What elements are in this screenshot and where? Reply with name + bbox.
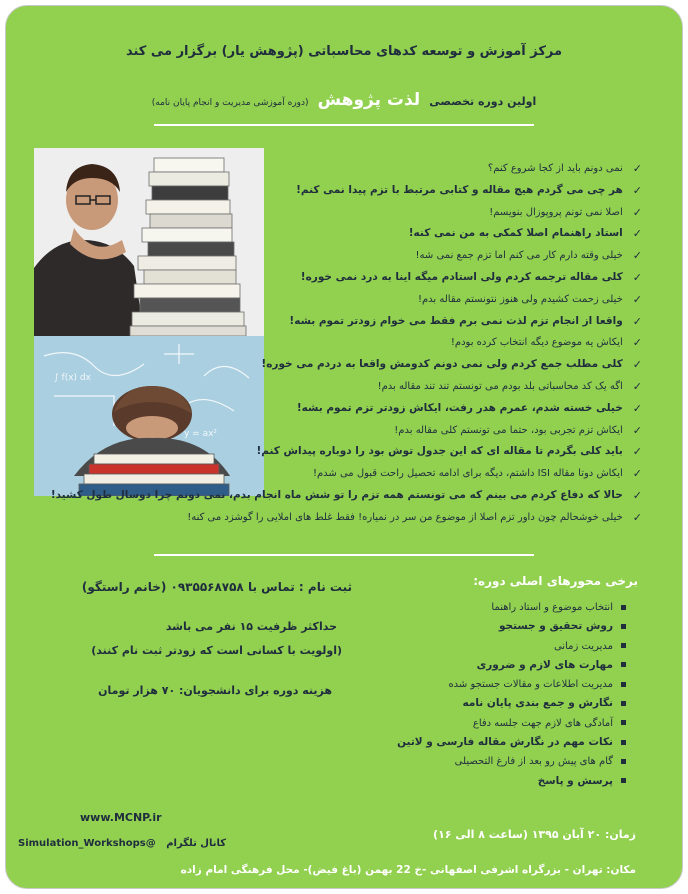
course-location: مکان: تهران - بزرگراه اشرفی اصفهانی -خ 22 بهمن (باغ فیض)- محل فرهنگی امام زاده (180, 864, 636, 876)
subtitle-note: (دوره آموزشی مدیریت و انجام پایان نامه) (151, 98, 309, 108)
topics-heading: برخی محورهای اصلی دوره: (473, 574, 638, 588)
bullet-icon (621, 759, 626, 764)
list-item (76, 376, 642, 398)
list-item (376, 772, 626, 791)
check-icon: ✓ (632, 401, 642, 415)
list-item-text: پرسش و پاسخ (537, 774, 613, 787)
topics-list (376, 598, 626, 791)
list-item-text: گام های پیش رو بعد از فارغ التحصیلی (454, 756, 613, 768)
bullet-icon (621, 740, 626, 745)
list-item-text: خیلی خوشحالم چون داور تزم اصلا از موضوع من سر در نمیاره! فقط غلط های املایی را گوشزد می کنه! (187, 511, 623, 523)
list-item-text: خیلی وقته دارم کار می کنم اما تزم جمع نمی شه! (415, 250, 623, 262)
bullet-icon (621, 624, 626, 629)
check-icon: ✓ (632, 379, 642, 393)
divider-middle (154, 554, 534, 556)
list-item (376, 656, 626, 675)
check-icon: ✓ (632, 227, 642, 241)
list-item-text: ایکاش یه موضوع دیگه انتخاب کرده بودم! (450, 337, 623, 349)
priority-note: (اولویت با کسانی است که زودتر ثبت نام کنند) (91, 644, 342, 657)
bullet-icon (621, 643, 626, 648)
list-item (76, 245, 642, 267)
list-item (76, 507, 642, 529)
list-item-text: روش تحقیق و جستجو (498, 620, 613, 633)
list-item-text: ایکاش تزم تجربی بود، حتما می تونستم کلی مقاله بدم! (394, 424, 623, 436)
list-item (376, 675, 626, 694)
list-item-text: مهارت های لازم و ضروری (476, 658, 613, 671)
capacity-note: حداکثر ظرفیت ۱۵ نفر می باشد (165, 620, 337, 633)
list-item-text: آمادگی های لازم جهت جلسه دفاع (472, 717, 613, 729)
list-item (50, 485, 642, 507)
bullet-icon (621, 778, 626, 783)
list-item-text: نمی دونم باید از کجا شروع کنم؟ (487, 163, 623, 174)
list-item (376, 714, 626, 733)
check-icon: ✓ (632, 249, 642, 263)
list-item-text: مدیریت زمانی (553, 640, 613, 652)
list-item (76, 398, 642, 420)
check-icon: ✓ (632, 336, 642, 350)
list-item-text: هر چی می گردم هیچ مقاله و کتابی مرتبط با تزم پیدا نمی کنم! (296, 183, 623, 196)
list-item (376, 637, 626, 656)
list-item (376, 694, 626, 713)
check-icon: ✓ (632, 445, 642, 459)
svg-text:y = ax²: y = ax² (184, 429, 218, 439)
telegram-label: کانال تلگرام (166, 838, 227, 849)
list-item (76, 420, 642, 442)
check-icon: ✓ (632, 205, 642, 219)
list-item-text: مدیریت اطلاعات و مقالات جستجو شده (448, 679, 613, 691)
list-item (76, 202, 642, 224)
list-item-text: اصلا نمی تونم پروپوزال بنویسم! (489, 206, 623, 218)
check-icon: ✓ (632, 292, 642, 306)
list-item (76, 354, 642, 376)
registration-contact: ثبت نام : تماس با ۰۹۳۵۵۶۸۷۵۸ (خانم راستگو) (81, 580, 352, 594)
list-item-text: انتخاب موضوع و استاد راهنما (491, 602, 613, 613)
poster-card (5, 5, 683, 889)
check-icon: ✓ (632, 314, 642, 328)
check-icon: ✓ (632, 183, 642, 197)
list-item-text: کلی مقاله ترجمه کردم ولی استادم میگه اینا به درد نمی خوره! (300, 270, 623, 283)
course-name: لذت پژوهش (317, 90, 421, 110)
list-item (376, 733, 626, 752)
list-item (376, 617, 626, 636)
bullet-icon (621, 720, 626, 725)
svg-text:∫ f(x) dx: ∫ f(x) dx (54, 373, 91, 383)
subtitle-prefix: اولین دوره تخصصی (429, 95, 537, 108)
check-icon: ✓ (632, 467, 642, 481)
check-icon: ✓ (632, 423, 642, 437)
list-item-text: نکات مهم در نگارش مقاله فارسی و لاتین (397, 736, 613, 749)
website-link[interactable]: www.MCNP.ir (80, 811, 162, 824)
list-item (76, 332, 642, 354)
list-item (76, 180, 642, 202)
course-fee: هزینه دوره برای دانشجویان: ۷۰ هزار تومان (98, 684, 332, 697)
list-item (76, 463, 642, 485)
list-item-text: حالا که دفاع کردم می بینم که می تونستم همه تزم را تو شش ماه انجام بدم، نمی دونم چرا دوسال طول کشید! (50, 488, 623, 501)
check-icon: ✓ (632, 162, 642, 175)
bullet-icon (621, 605, 626, 610)
course-time: زمان: ۲۰ آبان ۱۳۹۵ (ساعت ۸ الی ۱۶) (433, 828, 636, 841)
bullet-icon (621, 682, 626, 687)
check-icon: ✓ (632, 488, 642, 502)
list-item-text: اگه یک کد محاسباتی بلد بودم می تونستم تند تند مقاله بدم! (377, 380, 623, 392)
check-icon: ✓ (632, 358, 642, 372)
divider-top (154, 124, 534, 126)
list-item (376, 752, 626, 771)
list-item (76, 441, 642, 463)
list-item-text: نگارش و جمع بندی پایان نامه (462, 697, 613, 710)
bullet-icon (621, 701, 626, 706)
list-item (76, 289, 642, 311)
telegram-channel[interactable] (18, 838, 226, 849)
list-item (376, 598, 626, 617)
list-item (76, 267, 642, 289)
page-title: مرکز آموزش و توسعه کدهای محاسباتی (پژوهش یار) برگزار می کند (125, 44, 563, 59)
list-item-text: خیلی زحمت کشیدم ولی هنوز نتونستم مقاله بدم! (417, 293, 623, 305)
list-item-text: استاد راهنمام اصلا کمکی به من نمی کنه! (408, 227, 623, 240)
list-item-text: باید کلی بگردم تا مقاله ای که این جدول توش بود را دوباره پیداش کنم! (256, 445, 623, 458)
check-icon: ✓ (632, 510, 642, 524)
course-subtitle (26, 90, 662, 110)
list-item (76, 158, 642, 180)
list-item-text: خیلی خسته شدم، عمرم هدر رفت، ایکاش زودتر تزم تموم بشه! (296, 401, 623, 414)
check-icon: ✓ (632, 270, 642, 284)
list-item (76, 311, 642, 333)
list-item-text: کلی مطلب جمع کردم ولی نمی دونم کدومش واقعا به دردم می خوره! (261, 358, 623, 371)
list-item-text: واقعا از انجام تزم لذت نمی برم فقط می خوام زودتر تموم بشه! (289, 314, 623, 327)
telegram-handle: @Simulation_Workshops (18, 838, 156, 849)
list-item (76, 223, 642, 245)
bullet-icon (621, 662, 626, 667)
list-item-text: ایکاش دوتا مقاله ISI داشتم، دیگه برای ادامه تحصیل راحت قبول می شدم! (312, 468, 623, 480)
